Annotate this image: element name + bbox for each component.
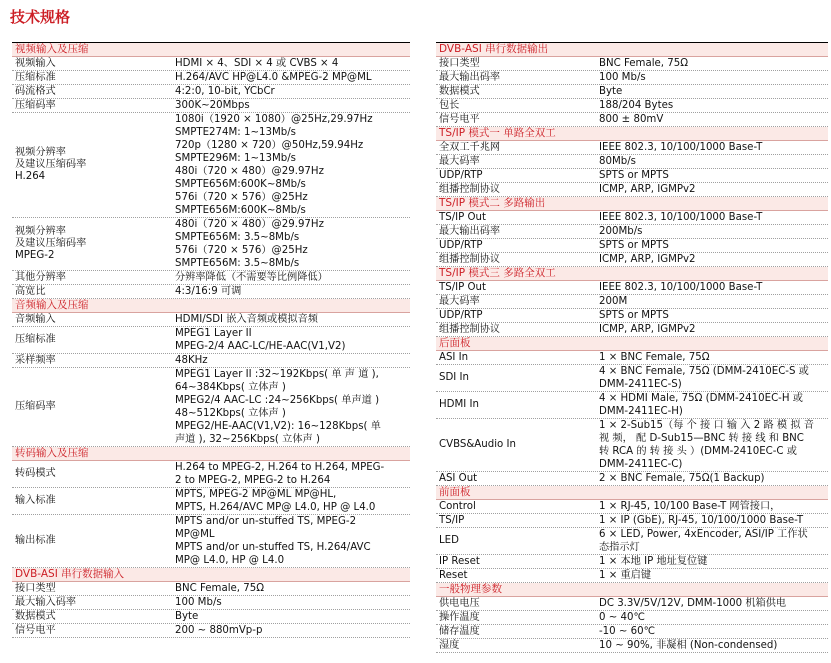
spec-row — [436, 253, 828, 267]
spec-row — [12, 285, 410, 299]
spec-value-line: IEEE 802.3, 10/100/1000 Base-T — [599, 282, 763, 293]
spec-row — [12, 515, 410, 568]
spec-value-line: 480i（720 × 480）@29.97Hz — [175, 166, 324, 177]
spec-value-line: 188/204 Bytes — [599, 100, 674, 111]
spec-label: 数据模式 — [15, 610, 56, 622]
spec-row — [12, 57, 410, 71]
spec-value-line: SMPTE274M: 1~13Mb/s — [175, 127, 296, 138]
spec-value-line: 1 × RJ-45, 10/100 Base-T 网管接口， — [599, 501, 781, 512]
spec-label: 转码模式 — [15, 468, 56, 479]
spec-value — [599, 281, 828, 294]
spec-label: 供电电压 — [439, 597, 480, 609]
spec-value-line: SMPTE656M:600K~8Mb/s — [175, 179, 306, 190]
spec-label: 压缩标准 — [15, 334, 56, 345]
spec-row — [12, 368, 410, 447]
spec-value — [175, 99, 410, 112]
spec-row — [436, 239, 828, 253]
spec-row — [436, 281, 828, 295]
spec-value-line: 200Mb/s — [599, 226, 643, 237]
spec-label: IP Reset — [439, 555, 480, 567]
spec-row — [436, 71, 828, 85]
spec-row — [436, 169, 828, 183]
spec-value — [599, 295, 828, 308]
spec-row — [436, 419, 828, 472]
spec-row — [436, 99, 828, 113]
spec-value-line: SPTS or MPTS — [599, 240, 669, 251]
spec-row — [12, 610, 410, 624]
spec-value-line: MPEG1 Layer II :32~192Kbps( 单 声 道 ), — [175, 369, 379, 380]
spec-value — [599, 392, 828, 418]
spec-value-line: 1 × BNC Female, 75Ω — [599, 352, 710, 363]
spec-value — [599, 239, 828, 252]
spec-value — [175, 85, 410, 98]
spec-value — [599, 85, 828, 98]
spec-value-line: SPTS or MPTS — [599, 310, 669, 321]
spec-row — [436, 323, 828, 337]
spec-value-line: 1 × 重启键 — [599, 570, 652, 581]
spec-label: ASI In — [439, 351, 469, 363]
spec-value — [599, 500, 828, 513]
spec-value-line: MPTS and/or un-stuffed TS, MPEG-2 — [175, 516, 357, 527]
spec-value-line: 200 ~ 880mVp-p — [175, 625, 263, 636]
spec-value — [599, 472, 828, 485]
spec-row — [436, 365, 828, 392]
spec-value-line: 48~512Kbps( 立体声 ) — [175, 408, 286, 419]
spec-value-line: MPEG-2/4 AAC-LC/HE-AAC(V1,V2) — [175, 341, 346, 352]
spec-row — [436, 85, 828, 99]
spec-value-line: SPTS or MPTS — [599, 170, 669, 181]
section-header: 视频输入及压缩 — [12, 43, 410, 57]
spec-value-line: 6 × LED, Power, 4xEncoder, ASI/IP 工作状 — [599, 529, 808, 540]
spec-label: 视频分辨率 及建议压缩码率 H.264 — [15, 147, 87, 182]
spec-value-line: 100 Mb/s — [175, 597, 222, 608]
spec-label: UDP/RTP — [439, 309, 483, 321]
spec-label: 组播控制协议 — [439, 323, 501, 335]
spec-row — [12, 271, 410, 285]
spec-row — [436, 597, 828, 611]
spec-label: 高宽比 — [15, 285, 46, 297]
spec-value-line: 2 × BNC Female, 75Ω(1 Backup) — [599, 473, 765, 484]
section-header: DVB-ASI 串行数据输入 — [12, 568, 410, 582]
spec-value — [599, 555, 828, 568]
spec-value-line: 64~384Kbps( 立体声 ) — [175, 382, 286, 393]
spec-label: LED — [439, 535, 459, 546]
spec-value-line: -10 ~ 60℃ — [599, 626, 656, 637]
spec-label: 压缩码率 — [15, 401, 56, 412]
spec-value-line: 分辨率降低（不需要等比例降低） — [175, 272, 328, 283]
spec-row — [436, 309, 828, 323]
spec-row — [436, 569, 828, 583]
spec-label: 接口类型 — [439, 57, 480, 69]
spec-value-line: MPTS, MPEG-2 MP@ML MP@HL, — [175, 489, 337, 500]
spec-value-line: ICMP, ARP, IGMPv2 — [599, 254, 696, 265]
spec-label: 储存温度 — [439, 625, 480, 637]
spec-row — [12, 113, 410, 218]
spec-value — [599, 351, 828, 364]
spec-value-line: 200M — [599, 296, 628, 307]
spec-row — [436, 113, 828, 127]
spec-row — [436, 528, 828, 555]
spec-row — [436, 514, 828, 528]
spec-value-line: DMM-2411EC-S) — [599, 379, 682, 390]
spec-row — [12, 218, 410, 271]
spec-value — [599, 419, 828, 471]
spec-value — [599, 323, 828, 336]
spec-value-line: SMPTE656M: 3.5~8Mb/s — [175, 232, 300, 243]
spec-value — [599, 99, 828, 112]
spec-value-line: 10 ~ 90%, 非凝相 (Non-condensed) — [599, 640, 778, 651]
spec-value — [599, 528, 828, 554]
page-title: 技术规格 — [10, 8, 71, 26]
spec-value — [599, 141, 828, 154]
section-header: TS/IP 模式二 多路输出 — [436, 197, 828, 211]
spec-value-line: HDMI/SDI 嵌入音频或模拟音频 — [175, 314, 318, 325]
spec-value — [175, 596, 410, 609]
section-header: 转码输入及压缩 — [12, 447, 410, 461]
spec-row — [12, 596, 410, 610]
spec-value — [599, 169, 828, 182]
spec-row — [436, 625, 828, 639]
spec-value — [175, 218, 410, 270]
spec-row — [436, 611, 828, 625]
spec-value-line: Byte — [175, 611, 199, 622]
spec-value — [599, 597, 828, 610]
spec-value-line: 4 × HDMI Male, 75Ω (DMM-2410EC-H 或 — [599, 393, 803, 404]
spec-value-line: 4 × BNC Female, 75Ω (DMM-2410EC-S 或 — [599, 366, 809, 377]
spec-value — [599, 569, 828, 582]
spec-label: 最大码率 — [439, 295, 480, 307]
spec-value-line: MPTS and/or un-stuffed TS, H.264/AVC — [175, 542, 371, 553]
spec-label: TS/IP — [439, 514, 465, 526]
spec-value — [599, 71, 828, 84]
spec-value-line: MPEG1 Layer II — [175, 328, 252, 339]
spec-value-line: 720p（1280 × 720）@50Hz,59.94Hz — [175, 140, 364, 151]
spec-value-line: ICMP, ARP, IGMPv2 — [599, 184, 696, 195]
spec-value-line: H.264 to MPEG-2, H.264 to H.264, MPEG- — [175, 462, 385, 473]
spec-value-line: IEEE 802.3, 10/100/1000 Base-T — [599, 212, 763, 223]
spec-value — [175, 57, 410, 70]
spec-value — [175, 327, 410, 353]
spec-value-line: MP@ML — [175, 529, 215, 540]
spec-label: 数据模式 — [439, 85, 480, 97]
spec-value — [599, 309, 828, 322]
spec-label: 包长 — [439, 99, 460, 111]
spec-value-line: BNC Female, 75Ω — [175, 583, 265, 594]
spec-label: 组播控制协议 — [439, 253, 501, 265]
spec-value-line: 1 × 2-Sub15（每 个 接 口 输 入 2 路 模 拟 音 — [599, 420, 814, 431]
spec-value — [599, 514, 828, 527]
spec-label: 组播控制协议 — [439, 183, 501, 195]
section-header: TS/IP 模式三 多路全双工 — [436, 267, 828, 281]
spec-row — [436, 183, 828, 197]
spec-row — [12, 624, 410, 638]
spec-row — [436, 500, 828, 514]
spec-row — [12, 85, 410, 99]
spec-row — [436, 225, 828, 239]
spec-value-line: 48KHz — [175, 355, 208, 366]
spec-label: 最大输出码率 — [439, 225, 501, 237]
spec-value-line: 0 ~ 40℃ — [599, 612, 645, 623]
spec-label: 其他分辨率 — [15, 271, 66, 283]
spec-value-line: DMM-2411EC-H) — [599, 406, 683, 417]
spec-value — [175, 113, 410, 217]
spec-value — [175, 515, 410, 567]
spec-value-line: 声道 ), 32~256Kbps( 立体声 ) — [175, 434, 320, 445]
spec-label: 音频输入 — [15, 313, 56, 325]
spec-value — [175, 582, 410, 595]
spec-value-line: 1080i（1920 × 1080）@25Hz,29.97Hz — [175, 114, 373, 125]
spec-row — [12, 327, 410, 354]
section-header: TS/IP 模式一 单路全双工 — [436, 127, 828, 141]
spec-value-line: SMPTE656M:600K~8Mb/s — [175, 205, 306, 216]
spec-value-line: BNC Female, 75Ω — [599, 58, 689, 69]
left-spec-table — [12, 42, 410, 638]
spec-label: UDP/RTP — [439, 169, 483, 181]
section-header: 前面板 — [436, 486, 828, 500]
spec-row — [12, 99, 410, 113]
spec-value — [175, 488, 410, 514]
spec-value — [599, 57, 828, 70]
spec-label: 输出标准 — [15, 535, 56, 546]
spec-row — [12, 71, 410, 85]
spec-value-line: SMPTE656M: 3.5~8Mb/s — [175, 258, 300, 269]
spec-value-line: SMPTE296M: 1~13Mb/s — [175, 153, 296, 164]
spec-label: CVBS&Audio In — [439, 439, 516, 450]
spec-label: 最大码率 — [439, 155, 480, 167]
spec-value — [599, 625, 828, 638]
spec-value-line: 4:2:0, 10-bit, YCbCr — [175, 86, 275, 97]
spec-value — [599, 611, 828, 624]
spec-value — [599, 211, 828, 224]
spec-label: TS/IP Out — [439, 211, 486, 223]
spec-row — [436, 639, 828, 653]
spec-value-line: 2 to MPEG-2, MPEG-2 to H.264 — [175, 475, 331, 486]
spec-value-line: 300K~20Mbps — [175, 100, 250, 111]
spec-label: 信号电平 — [15, 624, 56, 636]
spec-value — [599, 253, 828, 266]
spec-value-line: MP@ L4.0, HP @ L4.0 — [175, 555, 285, 566]
spec-row — [12, 354, 410, 368]
spec-value-line: 1 × 本地 IP 地址复位键 — [599, 556, 708, 567]
spec-label: 视频分辨率 及建议压缩码率 MPEG-2 — [15, 226, 87, 261]
spec-label: 操作温度 — [439, 611, 480, 623]
spec-label: UDP/RTP — [439, 239, 483, 251]
spec-row — [12, 313, 410, 327]
spec-value-line: 80Mb/s — [599, 156, 636, 167]
spec-value-line: 576i（720 × 576）@25Hz — [175, 192, 308, 203]
spec-value-line: 视 频， 配 D-Sub15—BNC 转 接 线 和 BNC — [599, 433, 804, 444]
spec-row — [436, 141, 828, 155]
spec-value-line: H.264/AVC HP@L4.0 &MPEG-2 MP@ML — [175, 72, 372, 83]
spec-label: 视频输入 — [15, 57, 56, 69]
spec-value — [175, 313, 410, 326]
spec-value-line: Byte — [599, 86, 623, 97]
section-header: 音频输入及压缩 — [12, 299, 410, 313]
spec-label: 输入标准 — [15, 495, 56, 506]
spec-value-line: 转 RCA 的 转 接 头 ）(DMM-2410EC-C 或 — [599, 446, 797, 457]
spec-value-line: 480i（720 × 480）@29.97Hz — [175, 219, 324, 230]
spec-row — [436, 155, 828, 169]
spec-label: 接口类型 — [15, 582, 56, 594]
spec-row — [436, 211, 828, 225]
spec-value-line: DC 3.3V/5V/12V, DMM-1000 机箱供电 — [599, 598, 787, 609]
spec-row — [436, 555, 828, 569]
spec-value-line: 1 × IP (GbE), RJ-45, 10/100/1000 Base-T — [599, 515, 804, 526]
spec-value — [599, 639, 828, 652]
spec-label: 信号电平 — [439, 113, 480, 125]
spec-value — [175, 461, 410, 487]
spec-value-line: DMM-2411EC-C) — [599, 459, 683, 470]
spec-value-line: 576i（720 × 576）@25Hz — [175, 245, 308, 256]
spec-row — [436, 351, 828, 365]
spec-row — [436, 392, 828, 419]
section-header: 后面板 — [436, 337, 828, 351]
right-spec-table — [436, 42, 828, 653]
spec-value — [175, 285, 410, 298]
spec-value — [599, 155, 828, 168]
spec-label: ASI Out — [439, 472, 478, 484]
spec-label: 压缩码率 — [15, 99, 56, 111]
spec-value — [175, 368, 410, 446]
spec-value-line: ICMP, ARP, IGMPv2 — [599, 324, 696, 335]
spec-row — [436, 295, 828, 309]
spec-label: Control — [439, 500, 476, 512]
spec-value — [175, 354, 410, 367]
spec-value — [599, 225, 828, 238]
spec-label: 湿度 — [439, 639, 460, 651]
spec-value-line: MPTS, H.264/AVC MP@ L4.0, HP @ L4.0 — [175, 502, 376, 513]
spec-value-line: IEEE 802.3, 10/100/1000 Base-T — [599, 142, 763, 153]
spec-label: Reset — [439, 569, 468, 581]
spec-row — [436, 472, 828, 486]
spec-value — [175, 271, 410, 284]
spec-label: HDMI In — [439, 399, 479, 410]
spec-value — [175, 610, 410, 623]
spec-row — [12, 488, 410, 515]
spec-value-line: 800 ± 80mV — [599, 114, 664, 125]
spec-value-line: HDMI × 4、SDI × 4 或 CVBS × 4 — [175, 58, 339, 69]
spec-label: 压缩标准 — [15, 71, 56, 83]
spec-value — [599, 183, 828, 196]
spec-value — [599, 365, 828, 391]
spec-value-line: MPEG2/4 AAC-LC :24~256Kbps( 单声道 ) — [175, 395, 380, 406]
spec-label: 采样频率 — [15, 354, 56, 366]
spec-row — [12, 582, 410, 596]
spec-label: TS/IP Out — [439, 281, 486, 293]
spec-value — [175, 624, 410, 637]
spec-value-line: 态指示灯 — [599, 542, 640, 553]
spec-value-line: MPEG2/HE-AAC(V1,V2): 16~128Kbps( 单 — [175, 421, 381, 432]
spec-label: 全双工千兆网 — [439, 141, 501, 153]
spec-row — [436, 57, 828, 71]
spec-value-line: 100 Mb/s — [599, 72, 646, 83]
section-header: 一般物理参数 — [436, 583, 828, 597]
spec-row — [12, 461, 410, 488]
spec-value-line: 4:3/16:9 可调 — [175, 286, 242, 297]
spec-value — [599, 113, 828, 126]
spec-label: 最大输出码率 — [439, 71, 501, 83]
spec-label: 码流格式 — [15, 85, 56, 97]
spec-value — [175, 71, 410, 84]
section-header: DVB-ASI 串行数据输出 — [436, 43, 828, 57]
spec-label: 最大输入码率 — [15, 596, 77, 608]
spec-label: SDI In — [439, 372, 470, 383]
